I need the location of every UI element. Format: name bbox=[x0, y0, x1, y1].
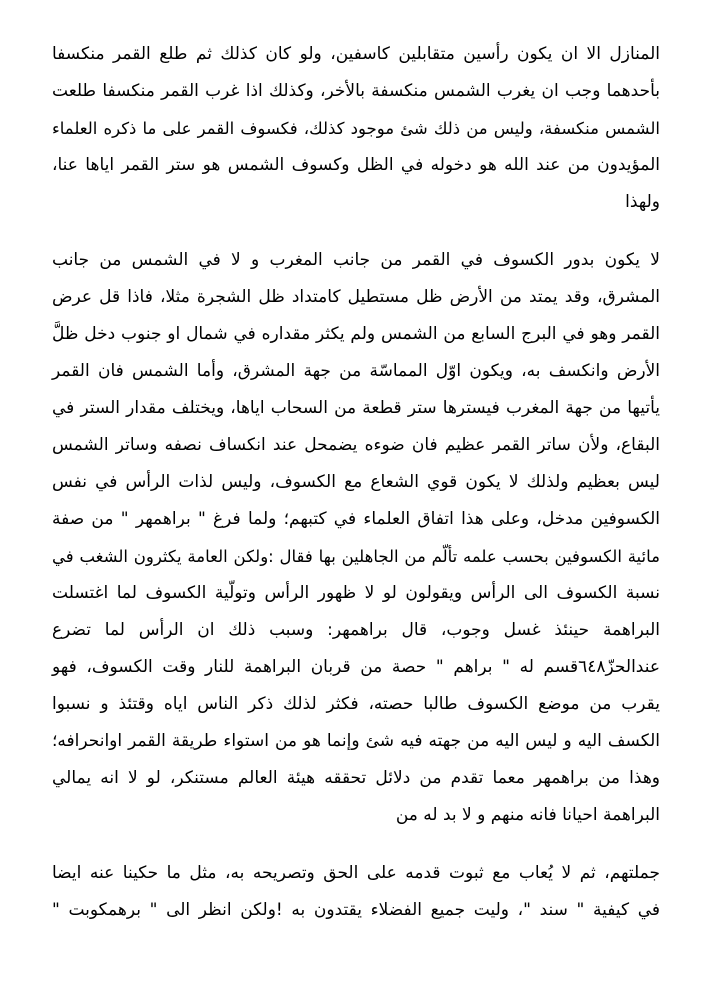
text-line: الكسف اليه و ليس اليه من جهته فيه شئ وإنما هو من استواء طريقة القمر اوانحرافه؛ bbox=[52, 731, 660, 751]
text-line: القمر وهو في البرج السابع من الشمس ولم يكثر مقداره في شمال او جنوب دخل ظلَّ bbox=[52, 324, 660, 344]
text-line: البراهمة احيانا فانه منهم و لا بد له من bbox=[395, 805, 660, 825]
paragraph-1 bbox=[52, 36, 660, 221]
text-line: ليس بعظيم ولذلك لا يكون قوي الشعاع مع الكسوف، وليس لذات الرأس في نفس bbox=[52, 472, 660, 492]
text-line: نسبة الكسوف الى الرأس ويقولون لو لا ظهور الرأس وتولّية الكسوف لما اغتسلت bbox=[52, 583, 660, 603]
text-line: البراهمة حينئذ غسل وجوب، قال براهمهر: وسبب ذلك ان الرأس لما تضرع bbox=[52, 620, 660, 640]
text-line: ولهذا bbox=[625, 192, 660, 212]
paragraph-gap bbox=[52, 221, 660, 242]
paragraph-2 bbox=[52, 242, 660, 834]
text-line: الأرض وانكسف به، ويكون اوّل المماسّة من جهة المشرق، وأما الشمس فان القمر bbox=[52, 361, 660, 381]
text-line: المؤيدون من عند الله هو دخوله في الظل وكسوف الشمس هو ستر القمر اياها عنا، bbox=[52, 155, 660, 175]
text-line: الكسوفين مدخل، وعلى هذا اتفاق العلماء في كتبهم؛ ولما فرغ " براهمهر " من صفة bbox=[52, 509, 660, 529]
text-line: بأحدهما وجب ان يغرب الشمس منكسفة بالأخر، وكذلك اذا غرب القمر منكسفا طلعت bbox=[52, 81, 660, 101]
text-line: وهذا من براهمهر معما تقدم من دلائل تحققه هيئة العالم مستنكر، لو لا انه يمالي bbox=[52, 768, 660, 788]
text-line: يأتيها من جهة المغرب فيسترها ستر قطعة من السحاب اياها، ويختلف مقدار الستر في bbox=[52, 398, 660, 418]
text-line: لا يكون بدور الكسوف في القمر من جانب المغرب و لا في الشمس من جانب bbox=[52, 250, 660, 270]
text-line: في كيفية " سند "، وليت جميع الفضلاء يقتدون به !ولكن انظر الى " برهمكوبت " bbox=[52, 900, 660, 920]
text-line: المنازل الا ان يكون رأسين متقابلين كاسفين، ولو كان كذلك ثم طلع القمر منكسفا bbox=[52, 44, 660, 64]
paragraph-3 bbox=[52, 855, 660, 929]
paragraph-gap bbox=[52, 834, 660, 855]
text-line: يقرب من موضع الكسوف طالبا حصته، فكثر لذلك ذكر الناس اياه وقتئذ و نسبوا bbox=[52, 694, 660, 714]
text-line: جملتهم، ثم لا يُعاب مع ثبوت قدمه على الحق وتصريحه به، مثل ما حكينا عنه ايضا bbox=[52, 863, 660, 883]
text-line: الشمس منكسفة، وليس من ذلك شئ موجود كذلك، فكسوف القمر على ما ذكره العلماء bbox=[52, 119, 660, 138]
text-line: عندالحزّ٦٤٨قسم له " براهم " حصة من قربان البراهمة للنار وقت الكسوف، فهو bbox=[52, 657, 660, 677]
text-line: البقاع، ولأن ساتر القمر عظيم فان ضوءه يضمحل عند انكساف نصفه وساتر الشمس bbox=[52, 435, 660, 455]
text-line: مائية الكسوفين بحسب علمه تألّم من الجاهلين بها فقال :ولكن العامة يكثرون الشغب في bbox=[52, 547, 660, 566]
text-line: المشرق، وقد يمتد من الأرض ظل مستطيل كامتداد ظل الشجرة مثلا، فاذا قل عرض bbox=[52, 287, 660, 307]
document-page bbox=[52, 36, 660, 929]
